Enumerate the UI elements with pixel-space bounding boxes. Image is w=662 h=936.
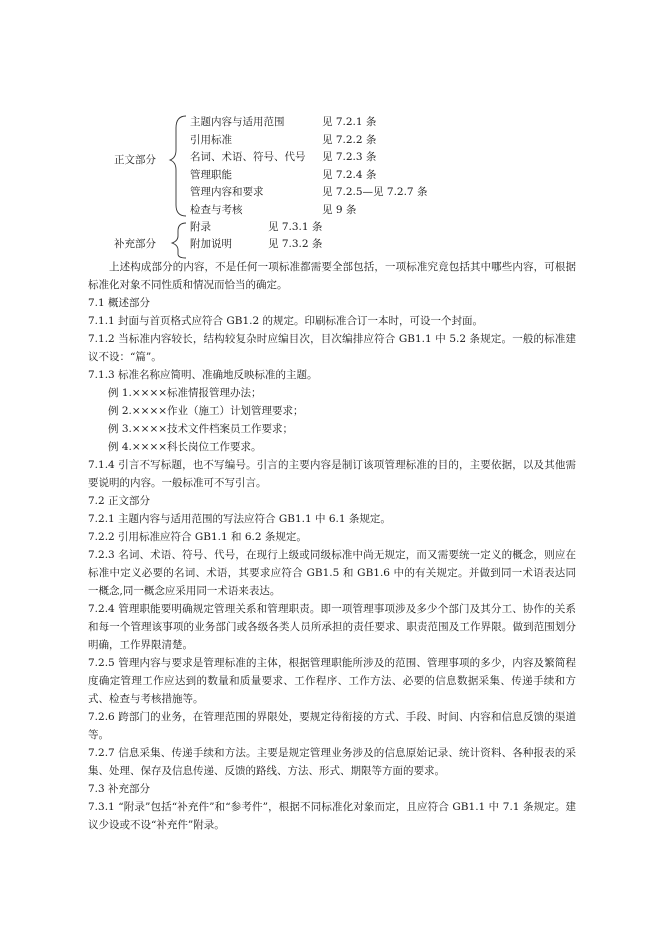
main-item-name: 引用标准	[190, 134, 232, 146]
example-item: 例 1.××××标准情报管理办法；	[108, 387, 262, 399]
example-item: 例 4.××××科长岗位工作要求。	[108, 441, 262, 453]
main-item-ref: 见 7.2.3 条	[322, 151, 377, 163]
clause: 7.3.1 “附录”包括“补充件”和“参考件”，根据不同标准化对象而定，且应符合 GB1.1 中 7.1 条规定。建议少设或不设“补充件”附录。	[88, 801, 576, 831]
section-heading: 7.2 正文部分	[88, 495, 151, 507]
clause: 7.1.2 当标准内容较长，结构较复杂时应编目次，目次编排应符合 GB1.1 中 5.2 条规定。一般的标准建议不设：“篇”。	[88, 333, 576, 363]
main-item-ref: 见 9 条	[322, 204, 357, 216]
clause: 7.2.6 跨部门的业务，在管理范围的界限处，要规定待衔接的方式、手段、时间、内容和信息反馈的渠道等。	[88, 711, 576, 741]
supp-item-ref: 见 7.3.1 条	[268, 221, 323, 233]
clause: 7.1.3 标准名称应简明、准确地反映标准的主题。	[88, 369, 318, 381]
clause: 7.2.1 主题内容与适用范围的写法应符合 GB1.1 中 6.1 条规定。	[88, 513, 391, 525]
main-item-name: 管理职能	[190, 169, 232, 181]
main-item-name: 名词、术语、符号、代号	[190, 151, 306, 163]
clause: 7.2.4 管理职能要明确规定管理关系和管理职责。即一项管理事项涉及多少个部门及其分工、协作的关系和每一个管理该事项的业务部门或各级各类人员所承担的责任要求、职责范围及工作界限。做到范围划分明确，工作界限清楚。	[88, 603, 576, 651]
supp-brace	[172, 223, 186, 258]
clause: 7.2.3 名词、术语、符号、代号，在现行上级或同级标准中尚无规定，而又需要统一定义的概念，则应在标准中定义必要的名词、术语，其要求应符合 GB1.5 和 GB1.6 中的有关规定。并做到同一术语表达同一概念,同一概念应采用同一术语来表达。	[88, 549, 576, 597]
section-heading: 7.1 概述部分	[88, 297, 151, 309]
example-item: 例 3.××××技术文件档案员工作要求；	[108, 423, 294, 435]
main-item-name: 管理内容和要求	[190, 186, 264, 198]
main-brace	[170, 116, 186, 216]
body-text	[88, 258, 576, 834]
brace-lines	[0, 0, 662, 260]
structure-outline	[0, 0, 662, 260]
clause: 7.2.2 引用标准应符合 GB1.1 和 6.2 条规定。	[88, 531, 307, 543]
paragraph: 上述构成部分的内容，不是任何一项标准都需要全部包括，一项标准究竟包括其中哪些内容，可根据标准化对象不同性质和情况而恰当的确定。	[88, 261, 576, 291]
supp-item-ref: 见 7.3.2 条	[268, 238, 323, 250]
section-heading: 7.3 补充部分	[88, 783, 151, 795]
main-item-name: 检查与考核	[190, 204, 243, 216]
main-item-ref: 见 7.2.4 条	[322, 169, 377, 181]
clause: 7.2.7 信息采集、传递手续和方法。主要是规定管理业务涉及的信息原始记录、统计资料、各种报表的采集、处理、保存及信息传递、反馈的路线、方法、形式、期限等方面的要求。	[88, 747, 576, 777]
clause: 7.1.4 引言不写标题，也不写编号。引言的主要内容是制订该项管理标准的目的，主要依据，以及其他需要说明的内容。一般标准可不写引言。	[88, 459, 576, 489]
main-item-ref: 见 7.2.2 条	[322, 134, 377, 146]
supp-part-label: 补充部分	[114, 238, 156, 250]
supp-item-name: 附加说明	[190, 238, 232, 250]
main-part-label: 正文部分	[114, 154, 156, 166]
main-item-ref: 见 7.2.1 条	[322, 116, 377, 128]
clause: 7.2.5 管理内容与要求是管理标准的主体，根据管理职能所涉及的范围、管理事项的多少，内容及繁简程度确定管理工作应达到的数量和质量要求、工作程序、工作方法、必要的信息数据采集、传递手续和方式、检查与考核措施等。	[88, 657, 576, 705]
supp-item-name: 附录	[190, 221, 211, 233]
main-item-ref: 见 7.2.5—见 7.2.7 条	[322, 186, 428, 198]
example-item: 例 2.××××作业（施工）计划管理要求；	[108, 405, 304, 417]
main-item-name: 主题内容与适用范围	[190, 116, 285, 128]
clause: 7.1.1 封面与首页格式应符合 GB1.2 的规定。印刷标准合订一本时，可设一个封面。	[88, 315, 484, 327]
